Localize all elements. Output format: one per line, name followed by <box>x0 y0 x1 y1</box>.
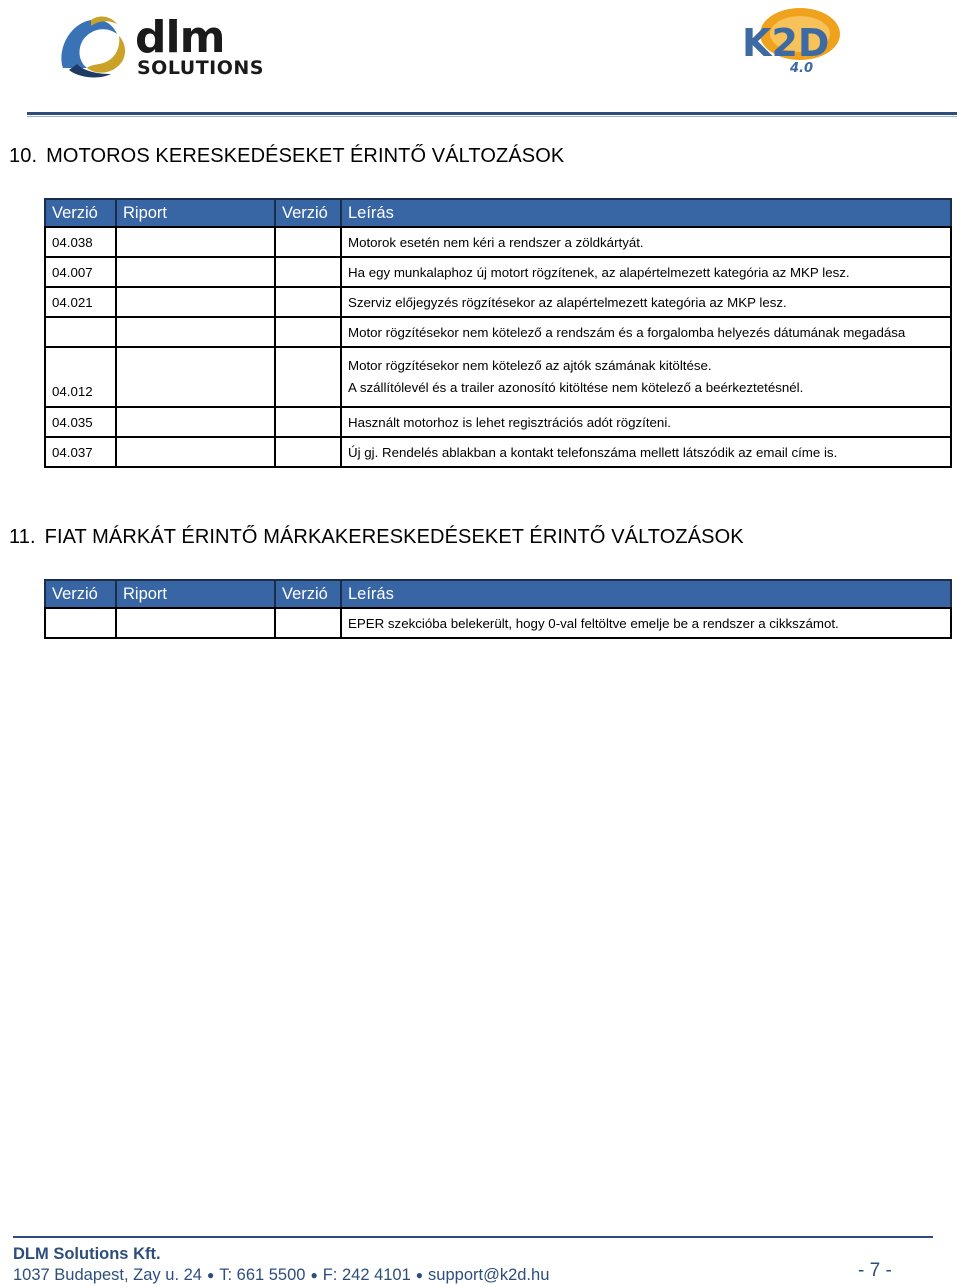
cell-description: Motor rögzítésekor nem kötelező a rendszám és a forgalomba helyezés dátumának megadása <box>341 317 951 347</box>
column-header-version: Verzió <box>45 199 116 227</box>
footer-phone: T: 661 5500 <box>219 1266 306 1284</box>
cell-description: Használt motorhoz is lehet regisztrációs adót rögzíteni. <box>341 407 951 437</box>
bullet-icon: ● <box>415 1268 424 1282</box>
svg-text:4.0: 4.0 <box>790 61 814 76</box>
header-divider-thin <box>27 116 957 117</box>
column-header-description: Leírás <box>341 580 951 608</box>
bullet-icon: ● <box>310 1268 318 1282</box>
description-line: Motor rögzítésekor nem kötelező az ajtók számának kitöltése. <box>348 358 712 373</box>
dlm-logo-mark-icon <box>55 10 295 80</box>
k2d-wordmark: K2D <box>742 21 830 65</box>
cell-version2 <box>275 347 341 407</box>
cell-version: 04.021 <box>45 287 116 317</box>
cell-report <box>116 407 275 437</box>
cell-description: Új gj. Rendelés ablakban a kontakt telefonszáma mellett látszódik az email címe is. <box>341 437 951 467</box>
cell-report <box>116 257 275 287</box>
svg-text:SOLUTIONS: SOLUTIONS <box>137 57 264 79</box>
cell-description <box>341 347 951 407</box>
cell-report <box>116 317 275 347</box>
section-heading: FIAT MÁRKÁT ÉRINTŐ MÁRKAKERESKEDÉSEKET ÉRINTŐ VÁLTOZÁSOK <box>44 526 744 548</box>
page-number: - 7 - <box>858 1260 892 1281</box>
footer-fax: F: 242 4101 <box>322 1266 411 1284</box>
section-title-11 <box>9 526 744 549</box>
cell-version2 <box>275 608 341 638</box>
section-title-10 <box>9 145 564 168</box>
cell-version2 <box>275 407 341 437</box>
cell-version2 <box>275 227 341 257</box>
table-row <box>45 287 951 317</box>
footer-divider <box>13 1236 933 1238</box>
section-number: 11. <box>9 526 36 548</box>
table-row <box>45 407 951 437</box>
cell-description: Motorok esetén nem kéri a rendszer a zöldkártyát. <box>341 227 951 257</box>
footer-address: 1037 Budapest, Zay u. 24 <box>13 1266 202 1284</box>
column-header-description: Leírás <box>341 199 951 227</box>
column-header-version2: Verzió <box>275 199 341 227</box>
changes-table-fiat <box>44 579 952 639</box>
header-divider <box>27 112 957 115</box>
table-row <box>45 437 951 467</box>
cell-version: 04.007 <box>45 257 116 287</box>
description-line: A szállítólevél és a trailer azonosító kitöltése nem kötelező a beérkeztetésnél. <box>348 380 804 395</box>
cell-report <box>116 227 275 257</box>
column-header-report: Riport <box>116 199 275 227</box>
column-header-version: Verzió <box>45 580 116 608</box>
cell-version2 <box>275 287 341 317</box>
cell-report <box>116 287 275 317</box>
cell-description: EPER szekcióba belekerült, hogy 0-val feltöltve emelje be a rendszer a cikkszámot. <box>341 608 951 638</box>
cell-report <box>116 437 275 467</box>
column-header-report: Riport <box>116 580 275 608</box>
cell-version: 04.037 <box>45 437 116 467</box>
column-header-version2: Verzió <box>275 580 341 608</box>
table-row <box>45 608 951 638</box>
cell-description: Szerviz előjegyzés rögzítésekor az alapértelmezett kategória az MKP lesz. <box>341 287 951 317</box>
k2d-logo-mark-icon <box>738 4 863 76</box>
cell-report <box>116 608 275 638</box>
cell-version: 04.038 <box>45 227 116 257</box>
table-row <box>45 317 951 347</box>
page-header <box>0 0 960 120</box>
cell-version2 <box>275 317 341 347</box>
bullet-icon: ● <box>206 1268 215 1282</box>
cell-version: 04.035 <box>45 407 116 437</box>
footer-email-link[interactable]: support@k2d.hu <box>428 1266 550 1284</box>
section-heading: MOTOROS KERESKEDÉSEKET ÉRINTŐ VÁLTOZÁSOK <box>46 145 565 167</box>
table-header-row <box>45 199 951 227</box>
table-row <box>45 347 951 407</box>
changes-table-motor <box>44 198 952 468</box>
footer-contact <box>13 1266 549 1285</box>
cell-version <box>45 608 116 638</box>
cell-version <box>45 317 116 347</box>
table-row <box>45 227 951 257</box>
cell-version: 04.012 <box>45 347 116 407</box>
cell-version2 <box>275 257 341 287</box>
cell-report <box>116 347 275 407</box>
table-row <box>45 257 951 287</box>
section-number: 10. <box>9 145 38 167</box>
footer-company-name: DLM Solutions Kft. <box>13 1245 161 1263</box>
cell-description: Ha egy munkalaphoz új motort rögzítenek, az alapértelmezett kategória az MKP lesz. <box>341 257 951 287</box>
cell-version2 <box>275 437 341 467</box>
dlm-wordmark: dlm <box>135 12 225 63</box>
table-header-row <box>45 580 951 608</box>
